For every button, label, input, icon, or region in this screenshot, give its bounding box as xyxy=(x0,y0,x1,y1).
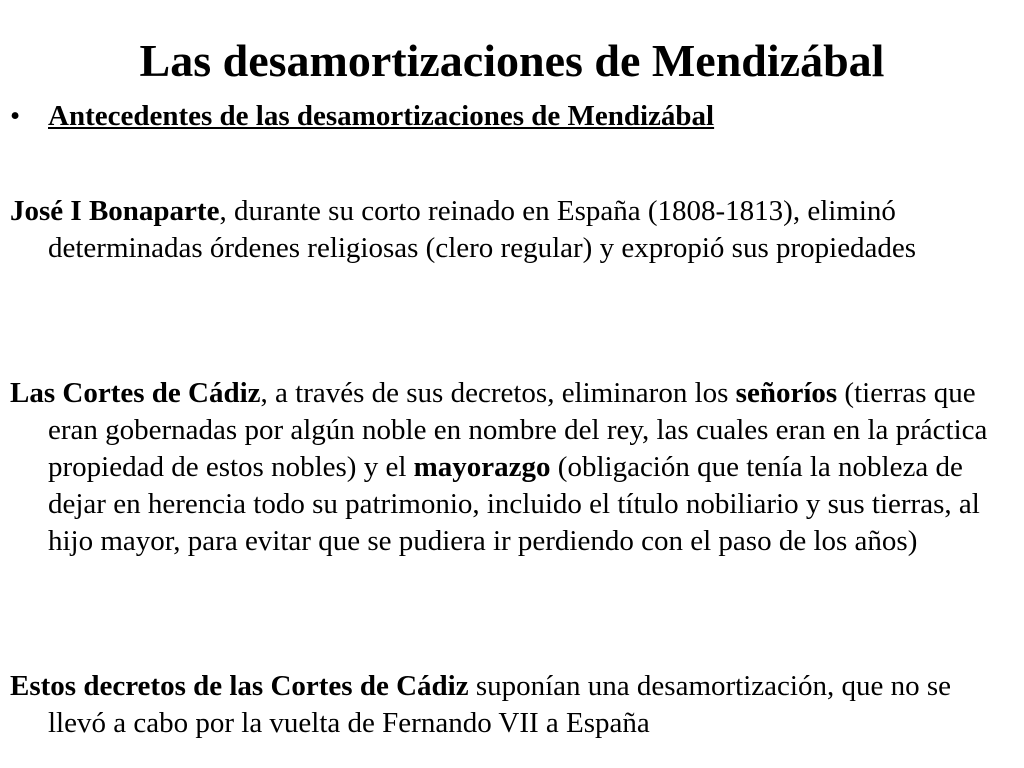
paragraph-lead: Las Cortes de Cádiz xyxy=(10,377,261,409)
paragraph-text: suponían una desamortización, que no se llevó a cabo por la vuelta de Fernando VII a España xyxy=(48,670,951,739)
term-senorios: señoríos xyxy=(735,377,838,409)
paragraph-lead: Estos decretos de las Cortes de Cádiz xyxy=(10,670,469,702)
paragraph-lead: José I Bonaparte xyxy=(10,195,220,227)
paragraph-text: (tierras que eran gobernadas por algún noble en nombre del rey, las cuales eran en la práctica propiedad de estos nobles) y el xyxy=(48,377,988,483)
paragraph-decretos xyxy=(10,668,1016,742)
term-mayorazgo: mayorazgo xyxy=(413,451,551,483)
subtitle-bullet-item xyxy=(10,96,714,136)
section-subtitle: Antecedentes de las desamortizaciones de Mendizábal xyxy=(48,100,715,132)
paragraph-text: , a través de sus decretos, eliminaron los xyxy=(260,377,736,409)
bullet-icon: • xyxy=(10,100,21,132)
paragraph-cortes-cadiz xyxy=(10,375,1016,560)
slide-title: Las desamortizaciones de Mendizábal xyxy=(139,35,885,86)
paragraph-text: , durante su corto reinado en España (1808-1813), eliminó determinadas órdenes religiosas (clero regular) y expropió sus propiedades xyxy=(48,195,917,264)
paragraph-text: (obligación que tenía la nobleza de dejar en herencia todo su patrimonio, incluido el título nobiliario y sus tierras, al hijo mayor, para evitar que se pudiera ir perdiendo con el paso de los años) xyxy=(48,451,980,557)
paragraph-jose-bonaparte xyxy=(10,193,1016,267)
